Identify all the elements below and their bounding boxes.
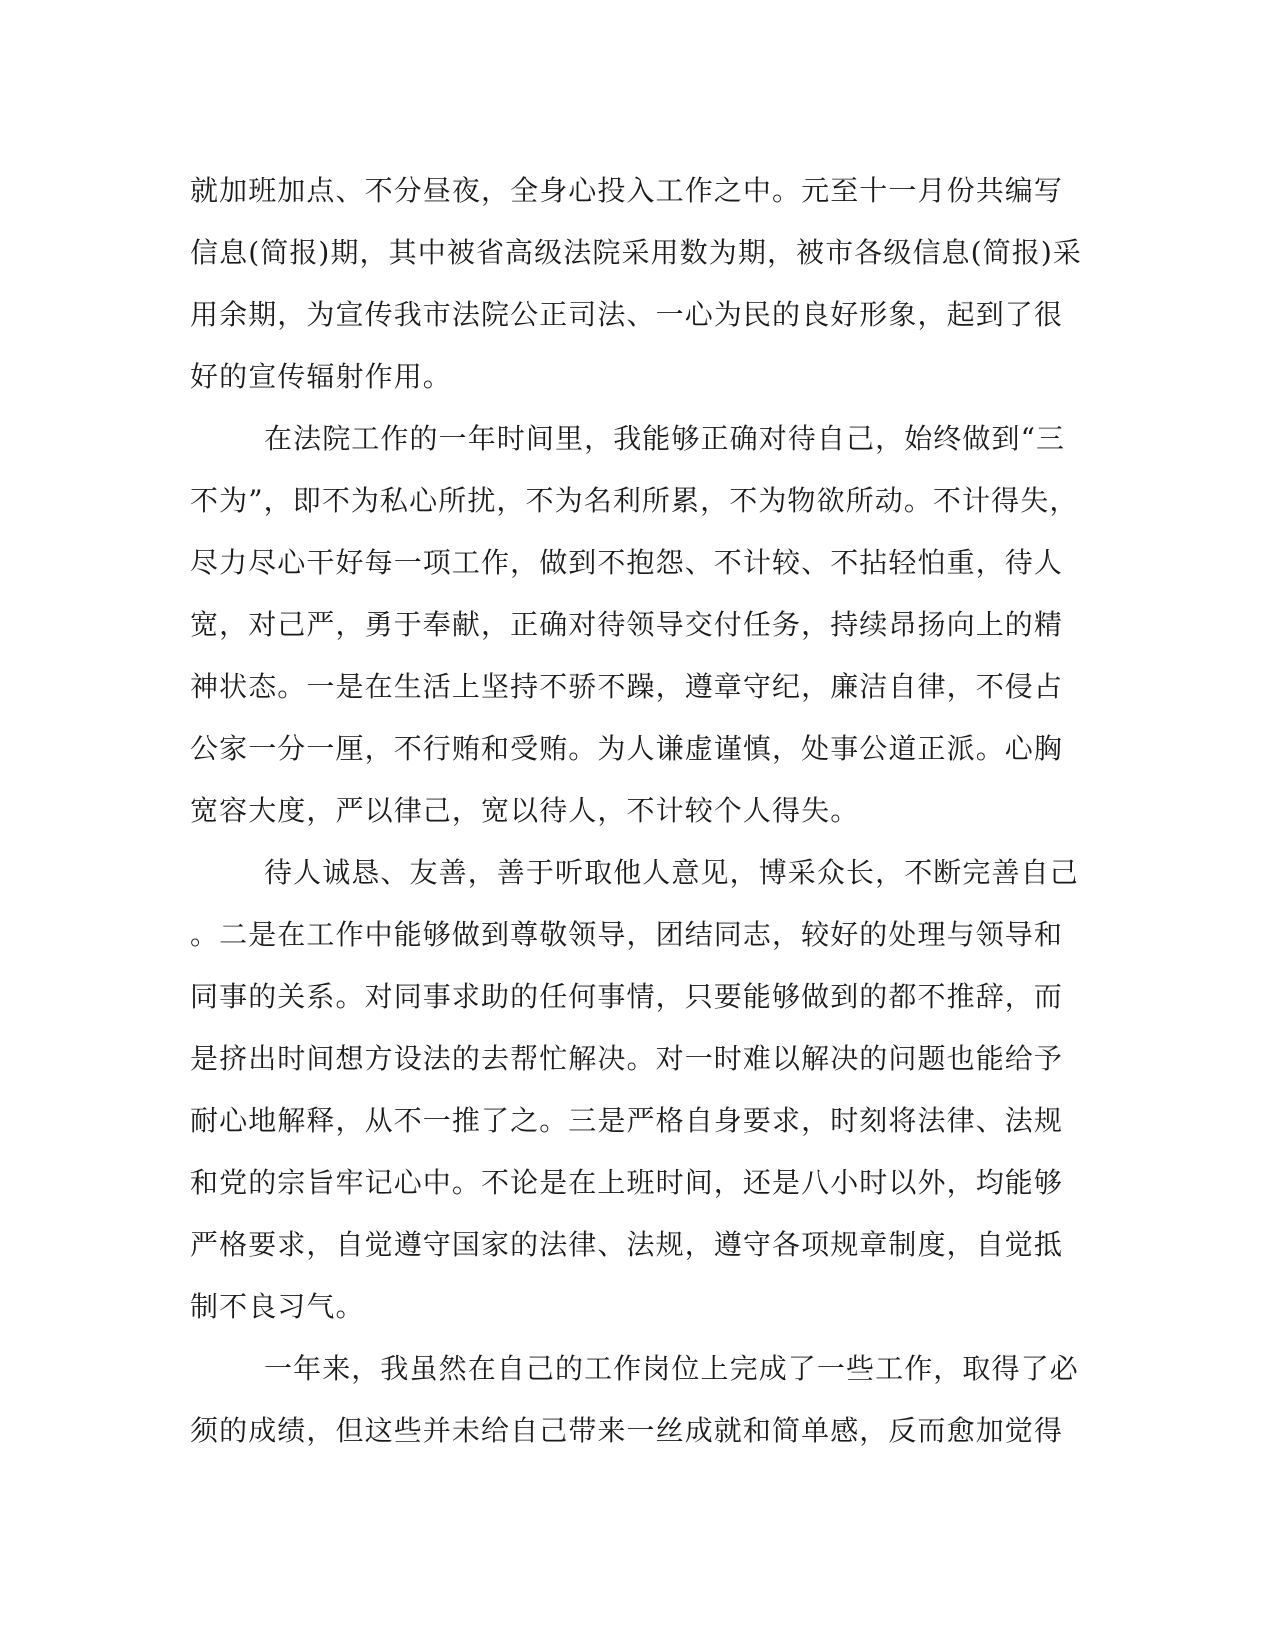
text-line: 。二是在工作中能够做到尊敬领导，团结同志，较好的处理与领导和	[190, 918, 1064, 951]
paragraph-first-line: 在法院工作的一年时间里，我能够正确对待自己，始终做到“三	[264, 422, 1066, 455]
text-line: 公家一分一厘，不行贿和受贿。为人谦虚谨慎，处事公道正派。心胸	[190, 732, 1064, 765]
text-line: 尽力尽心干好每一项工作，做到不抱怨、不计较、不拈轻怕重，待人	[190, 546, 1064, 579]
text-line: 宽容大度，严以律己，宽以待人，不计较个人得失。	[190, 794, 860, 827]
body-text	[190, 160, 1090, 1462]
text-line: 信息(简报)期，其中被省高级法院采用数为期，被市各级信息(简报)采	[190, 236, 1082, 269]
text-line: 宽，对己严，勇于奉献，正确对待领导交付任务，持续昂扬向上的精	[190, 608, 1064, 641]
text-line: 是挤出时间想方设法的去帮忙解决。对一时难以解决的问题也能给予	[190, 1042, 1064, 1075]
paragraph-first-line: 一年来，我虽然在自己的工作岗位上完成了一些工作，取得了必	[264, 1352, 1079, 1385]
text-line: 神状态。一是在生活上坚持不骄不躁，遵章守纪，廉洁自律，不侵占	[190, 670, 1064, 703]
text-line: 同事的关系。对同事求助的任何事情，只要能够做到的都不推辞，而	[190, 980, 1064, 1013]
text-line: 就加班加点、不分昼夜，全身心投入工作之中。元至十一月份共编写	[190, 174, 1064, 207]
text-line: 严格要求，自觉遵守国家的法律、法规，遵守各项规章制度，自觉抵	[190, 1228, 1064, 1261]
paragraph-first-line: 待人诚恳、友善，善于听取他人意见，博采众长，不断完善自己	[264, 856, 1079, 889]
text-line: 好的宣传辐射作用。	[190, 360, 452, 393]
text-line: 用余期，为宣传我市法院公正司法、一心为民的良好形象，起到了很	[190, 298, 1064, 331]
text-line: 须的成绩，但这些并未给自己带来一丝成就和简单感，反而愈加觉得	[190, 1414, 1064, 1447]
text-line: 耐心地解释，从不一推了之。三是严格自身要求，时刻将法律、法规	[190, 1104, 1064, 1137]
text-line: 制不良习气。	[190, 1290, 365, 1323]
text-line: 和党的宗旨牢记心中。不论是在上班时间，还是八小时以外，均能够	[190, 1166, 1064, 1199]
text-line: 不为”，即不为私心所扰，不为名利所累，不为物欲所动。不计得失，	[190, 484, 1079, 517]
